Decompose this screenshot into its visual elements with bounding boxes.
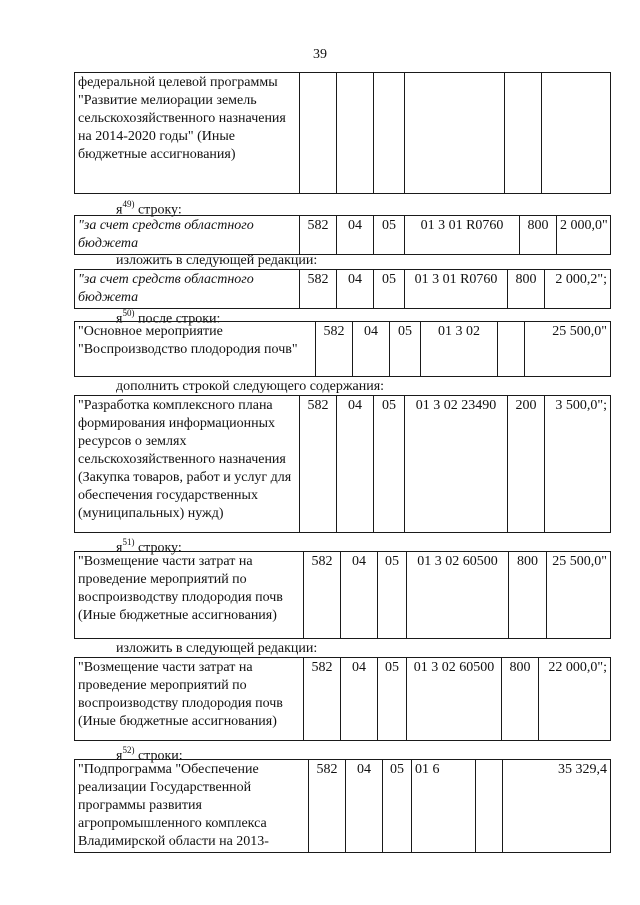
subsection-code: 05 [374,396,405,533]
ministry-code: 582 [300,216,337,255]
target-article-code: 01 6 [412,760,476,853]
item-number: 52) [122,745,135,755]
section-code: 04 [337,396,374,533]
target-article-code: 01 3 01 R0760 [405,270,508,309]
target-article-code [405,73,505,194]
subsection-code: 05 [374,216,405,255]
target-article-code: 01 3 02 60500 [407,658,502,741]
ministry-code: 582 [304,658,341,741]
label-text: после строки: [137,311,221,327]
section-code: 04 [341,552,378,639]
subsection-code: 05 [383,760,412,853]
budget-table-row-new-51 [74,657,611,741]
label-prefix: я [116,202,123,218]
label-text: изложить в следующей редакции: [116,253,318,268]
label-text: строку: [137,202,182,218]
row-description: федеральной целевой программы "Развитие мелиорации земель сельскохозяйственного назначения на 2014-2020 годы" (Иные бюджетные ассигнования) [75,73,300,194]
item-number: 50) [122,308,135,318]
row-description: "Подпрограмма "Обеспечение реализации Государственной программы развития агропромышленного комплекса Владимирской области на 2013- [75,760,309,853]
label-text: строки: [137,748,183,764]
budget-table-row-old-51 [74,551,611,639]
budget-table-row-old-49 [74,215,611,255]
target-article-code: 01 3 02 [421,322,498,377]
amount: 25 500,0" [525,322,611,377]
amount: 22 000,0"; [539,658,611,741]
subsection-code: 05 [390,322,421,377]
ministry-code: 582 [304,552,341,639]
amount: 35 329,4 [503,760,611,853]
row-description: "за счет средств областного бюджета [75,270,300,309]
label-prefix: я [116,311,123,327]
instruction-new-edition-51 [116,641,317,657]
expense-type-code: 200 [508,396,545,533]
expense-type-code [498,322,525,377]
item-number: 49) [122,199,135,209]
expense-type-code: 800 [502,658,539,741]
amount: 3 500,0"; [545,396,611,533]
ministry-code: 582 [300,270,337,309]
section-code: 04 [337,216,374,255]
ministry-code: 582 [300,396,337,533]
row-description: "Разработка комплексного плана формирования информационных ресурсов о землях сельскохозяйственного назначения (Закупка товаров, работ и услуг для обеспечения государственных (муниципальных) нужд) [75,396,300,533]
item-number: 51) [122,537,135,547]
label-prefix: я [116,540,123,556]
section-code [337,73,374,194]
amount: 2 000,2"; [545,270,611,309]
ministry-code: 582 [316,322,353,377]
row-description: "Возмещение части затрат на проведение мероприятий по воспроизводству плодородия почв (Иные бюджетные ассигнования) [75,658,304,741]
target-article-code: 01 3 02 23490 [405,396,508,533]
target-article-code: 01 3 02 60500 [407,552,509,639]
target-article-code: 01 3 01 R0760 [405,216,520,255]
amount: 25 500,0" [547,552,611,639]
subsection-code: 05 [374,270,405,309]
subsection-code: 05 [378,552,407,639]
budget-table-row-added [74,395,611,533]
section-code: 04 [337,270,374,309]
page-number: 39 [313,47,327,62]
row-description: "за счет средств областного бюджета [75,216,300,255]
amount [542,73,611,194]
amount: 2 000,0" [557,216,611,255]
row-description: "Основное мероприятие "Воспроизводство плодородия почв" [75,322,316,377]
budget-table-continuation [74,72,611,194]
subsection-code [374,73,405,194]
label-text: строку: [137,540,182,556]
ministry-code: 582 [309,760,346,853]
budget-table-row-after-50 [74,321,611,377]
expense-type-code: 800 [520,216,557,255]
ministry-code [300,73,337,194]
section-code: 04 [353,322,390,377]
budget-table-row-52 [74,759,611,853]
section-code: 04 [346,760,383,853]
budget-table-row-new-49 [74,269,611,309]
label-text: дополнить строкой следующего содержания: [116,379,385,394]
label-prefix: я [116,748,123,764]
instruction-add-row [116,379,384,395]
instruction-new-edition-49 [116,253,317,269]
expense-type-code: 800 [508,270,545,309]
label-text: изложить в следующей редакции: [116,641,318,656]
row-description: "Возмещение части затрат на проведение мероприятий по воспроизводству плодородия почв (Иные бюджетные ассигнования) [75,552,304,639]
expense-type-code: 800 [509,552,547,639]
subsection-code: 05 [378,658,407,741]
expense-type-code [505,73,542,194]
expense-type-code [476,760,503,853]
section-code: 04 [341,658,378,741]
